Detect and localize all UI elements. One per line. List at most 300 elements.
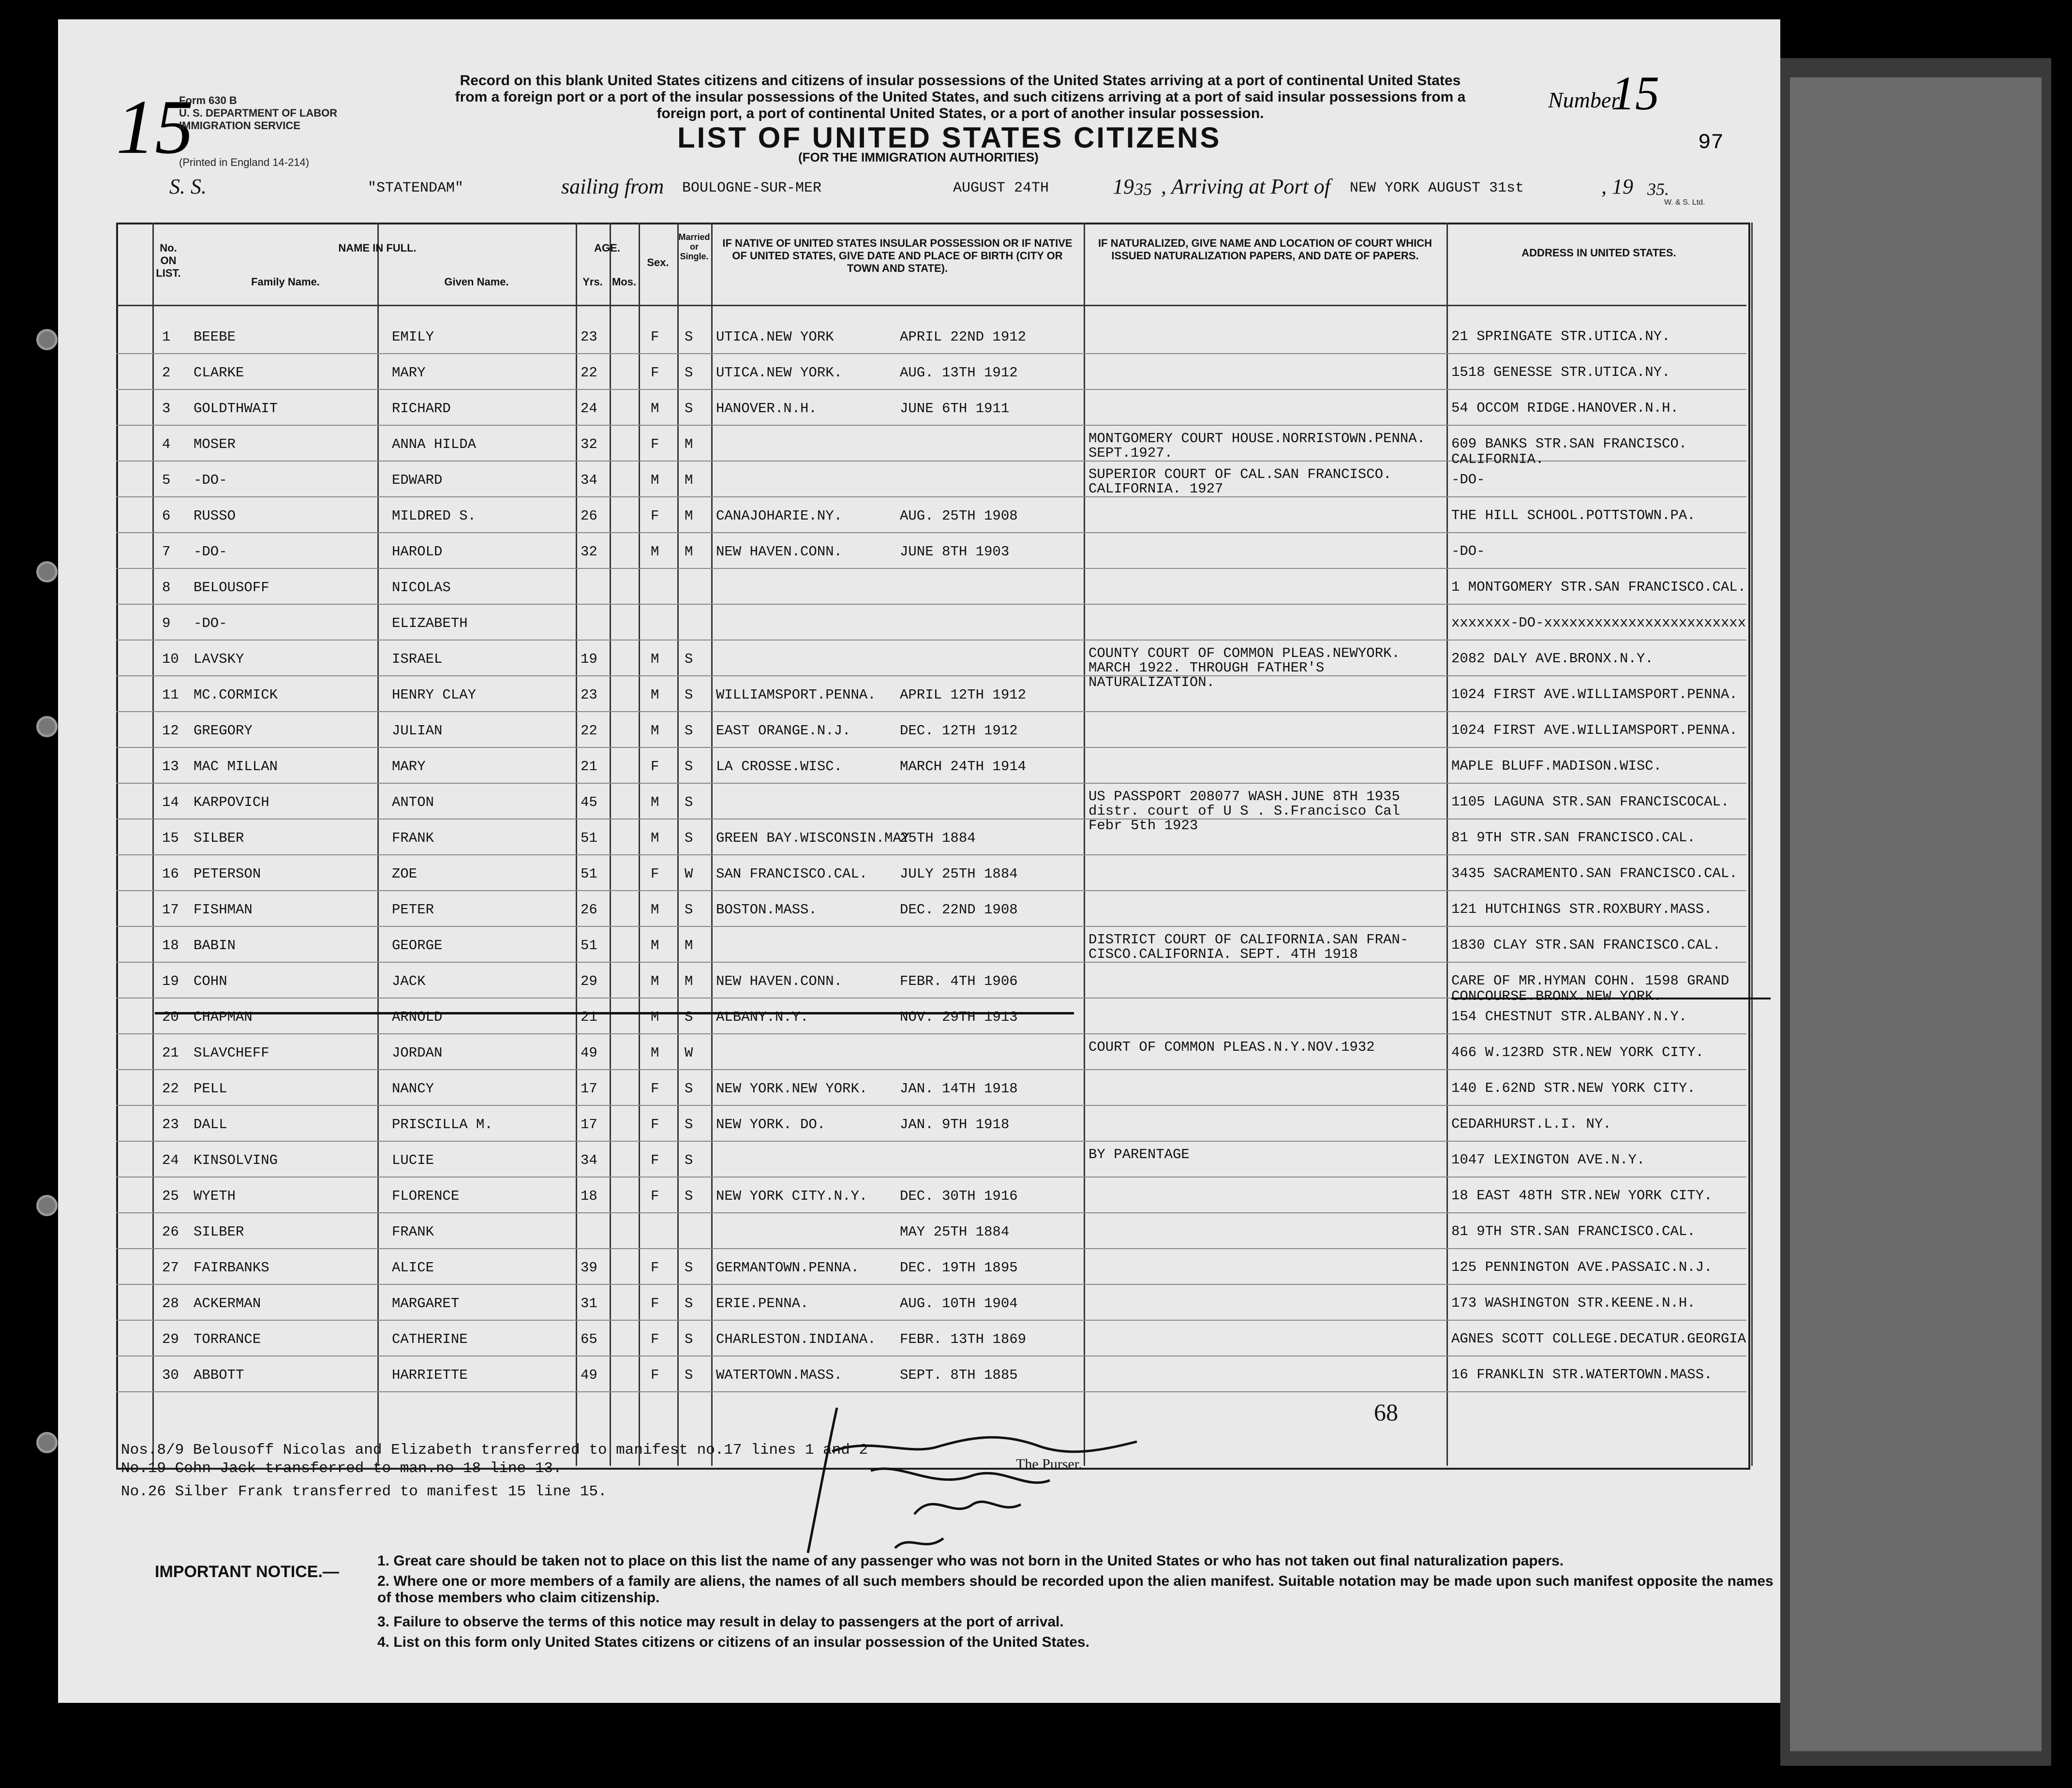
binder-hole — [36, 1432, 58, 1453]
age-years: 23 — [581, 687, 597, 703]
sex: M — [651, 794, 659, 810]
row-rule — [116, 962, 1746, 963]
birth-date: SEPT. 8TH 1885 — [900, 1367, 1018, 1383]
marital-status: S — [685, 902, 693, 918]
marital-status: S — [685, 1296, 693, 1311]
birth-date: JAN. 9TH 1918 — [900, 1117, 1010, 1132]
row-number: 24 — [162, 1152, 179, 1168]
us-address: -DO- — [1451, 543, 1485, 559]
row-number: 5 — [162, 472, 171, 488]
us-address: 16 FRANKLIN STR.WATERTOWN.MASS. — [1451, 1367, 1713, 1383]
birth-place: NEW HAVEN.CONN. — [716, 973, 843, 989]
family-name: ACKERMAN — [194, 1296, 261, 1311]
row-rule — [116, 389, 1746, 390]
row-number: 14 — [162, 794, 179, 810]
row-rule — [116, 926, 1746, 927]
age-years: 45 — [581, 794, 597, 810]
row-number: 19 — [162, 973, 179, 989]
col-head-birth: IF NATIVE OF UNITED STATES INSULAR POSSESSION OR IF NATIVE OF UNITED STATES, GIVE DATE AND PLACE OF BIRTH (CITY OR TOWN AND STATE). — [722, 237, 1073, 274]
birth-date: APRIL 12TH 1912 — [900, 687, 1027, 703]
family-name: CHAPMAN — [194, 1009, 253, 1025]
naturalization: BY PARENTAGE — [1088, 1147, 1190, 1162]
row-number: 8 — [162, 580, 171, 596]
marital-status: M — [685, 973, 693, 989]
arrival-port-date: NEW YORK AUGUST 31st — [1350, 180, 1524, 196]
birth-place: HANOVER.N.H. — [716, 401, 817, 417]
row-rule — [116, 604, 1746, 605]
row-rule — [116, 819, 1746, 820]
number-label: Number — [1548, 88, 1620, 112]
row-rule — [116, 675, 1746, 676]
sex: F — [651, 508, 659, 524]
col-head-yrs: Yrs. — [582, 276, 603, 288]
family-name: SILBER — [194, 1224, 244, 1240]
naturalization: US PASSPORT 208077 WASH.JUNE 8TH 1935 distr. court of U S . S.Francisco Cal Febr 5th 1923 — [1088, 789, 1400, 834]
us-address: 1830 CLAY STR.SAN FRANCISCO.CAL. — [1451, 937, 1721, 953]
marital-status: S — [685, 1117, 693, 1132]
given-name: ANTON — [392, 794, 434, 810]
sex: F — [651, 1331, 659, 1347]
us-address: 3435 SACRAMENTO.SAN FRANCISCO.CAL. — [1451, 865, 1738, 881]
sex: M — [651, 544, 659, 560]
col-head-no: No. ON LIST. — [156, 242, 181, 279]
us-address: 18 EAST 48TH STR.NEW YORK CITY. — [1451, 1188, 1713, 1204]
row-rule — [116, 1033, 1746, 1034]
sex: M — [651, 401, 659, 417]
family-name: WYETH — [194, 1188, 236, 1204]
sex: F — [651, 1152, 659, 1168]
row-rule — [116, 496, 1746, 497]
form-label: Form 630 B U. S. DEPARTMENT OF LABOR IMMIGRATION SERVICE (Printed in England 14-214) — [179, 94, 338, 168]
given-name: MARY — [392, 365, 426, 381]
birth-date: JUNE 8TH 1903 — [900, 544, 1010, 560]
us-address: 2082 DALY AVE.BRONX.N.Y. — [1451, 651, 1654, 667]
family-name: GOLDTHWAIT — [194, 401, 278, 417]
sex: F — [651, 365, 659, 381]
row-number: 18 — [162, 938, 179, 954]
us-address: CARE OF MR.HYMAN COHN. 1598 GRAND CONCOURSE.BRONX.NEW YORK. — [1451, 973, 1729, 1004]
family-name: TORRANCE — [194, 1331, 261, 1347]
us-address: 140 E.62ND STR.NEW YORK CITY. — [1451, 1080, 1696, 1096]
purser-signature — [798, 1393, 1234, 1577]
naturalization: DISTRICT COURT OF CALIFORNIA.SAN FRAN- CISCO.CALIFORNIA. SEPT. 4TH 1918 — [1088, 932, 1409, 962]
family-name: FISHMAN — [194, 902, 253, 918]
marital-status: S — [685, 1367, 693, 1383]
age-years: 23 — [581, 329, 597, 345]
marital-status: M — [685, 544, 693, 560]
given-name: ZOE — [392, 866, 417, 882]
tally-mark: 68 — [1374, 1399, 1398, 1426]
sex: F — [651, 436, 659, 452]
given-name: FRANK — [392, 1224, 434, 1240]
printer-mark: W. & S. Ltd. — [1664, 198, 1705, 207]
family-name: BABIN — [194, 938, 236, 954]
given-name: EDWARD — [392, 472, 443, 488]
sex: M — [651, 687, 659, 703]
age-years: 65 — [581, 1331, 597, 1347]
family-name: ABBOTT — [194, 1367, 244, 1383]
sailing-from-port: BOULOGNE-SUR-MER — [682, 180, 822, 196]
col-head-married: Married or Single. — [678, 232, 710, 261]
age-years: 17 — [581, 1081, 597, 1097]
row-rule — [116, 1248, 1746, 1249]
given-name: MARY — [392, 759, 426, 775]
us-address: 121 HUTCHINGS STR.ROXBURY.MASS. — [1451, 901, 1713, 917]
row-number: 29 — [162, 1331, 179, 1347]
given-name: HAROLD — [392, 544, 443, 560]
given-name: MILDRED S. — [392, 508, 477, 524]
age-years: 49 — [581, 1367, 597, 1383]
departure-date: AUGUST 24TH — [953, 180, 1049, 196]
naturalization: SUPERIOR COURT OF CAL.SAN FRANCISCO. CALIFORNIA. 1927 — [1088, 466, 1392, 497]
row-number: 11 — [162, 687, 179, 703]
row-rule — [116, 890, 1746, 891]
sex: M — [651, 830, 659, 846]
row-number: 20 — [162, 1009, 179, 1025]
family-name: PELL — [194, 1081, 227, 1097]
binder-hole — [36, 716, 58, 737]
family-name: CLARKE — [194, 365, 244, 381]
naturalization: COURT OF COMMON PLEAS.N.Y.NOV.1932 — [1088, 1039, 1375, 1055]
us-address: THE HILL SCHOOL.POTTSTOWN.PA. — [1451, 507, 1696, 523]
given-name: ANNA HILDA — [392, 436, 477, 452]
birth-place: WATERTOWN.MASS. — [716, 1367, 843, 1383]
column-divider — [677, 223, 679, 1466]
family-name: BEEBE — [194, 329, 236, 345]
backing-board-inner — [1790, 77, 2042, 1751]
given-name: HENRY CLAY — [392, 687, 477, 703]
marital-status: M — [685, 938, 693, 954]
row-number: 7 — [162, 544, 171, 560]
age-years: 39 — [581, 1260, 597, 1276]
age-years: 26 — [581, 508, 597, 524]
birth-date: AUG. 10TH 1904 — [900, 1296, 1018, 1311]
transfer-note: No.26 Silber Frank transferred to manifest 15 line 15. — [121, 1483, 607, 1500]
sex: F — [651, 1296, 659, 1311]
given-name: JORDAN — [392, 1045, 443, 1061]
birth-date: APRIL 22ND 1912 — [900, 329, 1027, 345]
col-head-sex: Sex. — [647, 256, 669, 268]
row-number: 26 — [162, 1224, 179, 1240]
age-years: 51 — [581, 938, 597, 954]
row-rule — [116, 1284, 1746, 1285]
family-name: DALL — [194, 1117, 227, 1132]
given-name: FRANK — [392, 830, 434, 846]
marital-status: W — [685, 1045, 693, 1061]
sex: F — [651, 1260, 659, 1276]
naturalization: COUNTY COURT OF COMMON PLEAS.NEWYORK. MARCH 1922. THROUGH FATHER'S NATURALIZATION. — [1088, 645, 1400, 690]
row-rule — [116, 1105, 1746, 1106]
row-number: 23 — [162, 1117, 179, 1132]
column-divider — [152, 223, 154, 1466]
us-address: 1024 FIRST AVE.WILLIAMSPORT.PENNA. — [1451, 722, 1738, 738]
row-rule — [116, 640, 1746, 641]
family-name: RUSSO — [194, 508, 236, 524]
given-name: LUCIE — [392, 1152, 434, 1168]
age-years: 17 — [581, 1117, 597, 1132]
sex: M — [651, 651, 659, 667]
age-years: 29 — [581, 973, 597, 989]
sex: F — [651, 1188, 659, 1204]
col-head-naturalized: IF NATURALIZED, GIVE NAME AND LOCATION OF COURT WHICH ISSUED NATURALIZATION PAPERS, AND DATE OF PAPERS. — [1098, 237, 1432, 262]
binder-hole — [36, 329, 58, 350]
sex: F — [651, 866, 659, 882]
sex: M — [651, 472, 659, 488]
sex: M — [651, 973, 659, 989]
marital-status: S — [685, 1260, 693, 1276]
binder-hole — [36, 561, 58, 582]
column-divider — [576, 223, 577, 1466]
page-title: LIST OF UNITED STATES CITIZENS — [677, 121, 1222, 154]
age-years: 22 — [581, 365, 597, 381]
sex: M — [651, 723, 659, 739]
row-number: 3 — [162, 401, 171, 417]
us-address: 154 CHESTNUT STR.ALBANY.N.Y. — [1451, 1009, 1687, 1025]
us-address: 81 9TH STR.SAN FRANCISCO.CAL. — [1451, 830, 1696, 846]
age-years: 34 — [581, 1152, 597, 1168]
birth-place: EAST ORANGE.N.J. — [716, 723, 851, 739]
given-name: NANCY — [392, 1081, 434, 1097]
family-name: BELOUSOFF — [194, 580, 269, 596]
birth-place: ALBANY.N.Y. — [716, 1009, 809, 1025]
birth-date: MAY 25TH 1884 — [900, 1224, 1010, 1240]
row-number: 25 — [162, 1188, 179, 1204]
us-address: 1518 GENESSE STR.UTICA.NY. — [1451, 364, 1670, 380]
given-name: ELIZABETH — [392, 615, 468, 631]
birth-place: WILLIAMSPORT.PENNA. — [716, 687, 876, 703]
given-name: HARRIETTE — [392, 1367, 468, 1383]
handwritten-form-number: 15 — [116, 84, 194, 170]
marital-status: S — [685, 651, 693, 667]
column-divider — [711, 223, 713, 1466]
family-name: -DO- — [194, 472, 227, 488]
marital-status: M — [685, 472, 693, 488]
birth-date: 25TH 1884 — [900, 830, 976, 846]
row-rule — [116, 532, 1746, 533]
arrival-year-prefix: , 19 — [1601, 175, 1633, 198]
age-years: 31 — [581, 1296, 597, 1311]
us-address: AGNES SCOTT COLLEGE.DECATUR.GEORGIA — [1451, 1331, 1746, 1347]
departure-year: 35 — [1134, 179, 1152, 199]
column-divider — [377, 223, 379, 1466]
sailing-from-label: sailing from — [561, 175, 664, 198]
sex: M — [651, 1045, 659, 1061]
family-name: -DO- — [194, 544, 227, 560]
family-name: -DO- — [194, 615, 227, 631]
marital-status: S — [685, 794, 693, 810]
birth-place: BOSTON.MASS. — [716, 902, 817, 918]
family-name: PETERSON — [194, 866, 261, 882]
birth-place: LA CROSSE.WISC. — [716, 759, 843, 775]
row-number: 30 — [162, 1367, 179, 1383]
row-rule — [116, 1391, 1746, 1392]
family-name: COHN — [194, 973, 227, 989]
birth-date: DEC. 22ND 1908 — [900, 902, 1018, 918]
row-number: 15 — [162, 830, 179, 846]
age-years: 49 — [581, 1045, 597, 1061]
family-name: FAIRBANKS — [194, 1260, 269, 1276]
important-notice-item: 1. Great care should be taken not to place on this list the name of any passenger who was not born in the United States or who has not taken out final naturalization papers. — [377, 1553, 1564, 1569]
naturalization: MONTGOMERY COURT HOUSE.NORRISTOWN.PENNA. SEPT.1927. — [1088, 431, 1426, 461]
col-head-name: NAME IN FULL. — [338, 242, 417, 254]
marital-status: M — [685, 508, 693, 524]
marital-status: S — [685, 401, 693, 417]
us-address: 54 OCCOM RIDGE.HANOVER.N.H. — [1451, 400, 1679, 416]
given-name: JACK — [392, 973, 426, 989]
marital-status: S — [685, 1188, 693, 1204]
marital-status: W — [685, 866, 693, 882]
sex: F — [651, 1117, 659, 1132]
row-rule — [116, 711, 1746, 712]
family-name: MOSER — [194, 436, 236, 452]
birth-place: NEW YORK.NEW YORK. — [716, 1081, 868, 1097]
arriving-label: , Arriving at Port of — [1161, 175, 1330, 198]
marital-status: S — [685, 723, 693, 739]
birth-place: NEW YORK CITY.N.Y. — [716, 1188, 868, 1204]
us-address: 1 MONTGOMERY STR.SAN FRANCISCO.CAL. — [1451, 579, 1746, 595]
family-name: GREGORY — [194, 723, 253, 739]
birth-place: UTICA.NEW YORK. — [716, 365, 843, 381]
given-name: GEORGE — [392, 938, 443, 954]
family-name: MAC MILLAN — [194, 759, 278, 775]
sex: F — [651, 1081, 659, 1097]
us-address: 21 SPRINGATE STR.UTICA.NY. — [1451, 328, 1670, 344]
given-name: NICOLAS — [392, 580, 451, 596]
given-name: EMILY — [392, 329, 434, 345]
record-instructions: Record on this blank United States citizens and citizens of insular possessions of the United States arriving at a port of continental United States from a foreign port or a port of the insular possessions of the United States, and such citizens arriving at a port of said insular possessions from a foreign port, a port of continental United States, or a port of another insular possession. — [455, 73, 1466, 121]
us-address: CEDARHURST.L.I. NY. — [1451, 1116, 1611, 1132]
given-name: PRISCILLA M. — [392, 1117, 493, 1132]
us-address: 173 WASHINGTON STR.KEENE.N.H. — [1451, 1295, 1696, 1311]
us-address: 466 W.123RD STR.NEW YORK CITY. — [1451, 1044, 1704, 1060]
family-name: SILBER — [194, 830, 244, 846]
row-number: 2 — [162, 365, 171, 381]
row-number: 4 — [162, 436, 171, 452]
given-name: PETER — [392, 902, 434, 918]
transfer-note: Nos.8/9 Belousoff Nicolas and Elizabeth transferred to manifest no.17 lines 1 and 2 — [121, 1442, 868, 1459]
row-rule — [116, 747, 1746, 748]
marital-status: S — [685, 1152, 693, 1168]
age-years: 51 — [581, 830, 597, 846]
row-rule — [116, 1141, 1746, 1142]
given-name: ARNOLD — [392, 1009, 443, 1025]
age-years: 24 — [581, 401, 597, 417]
birth-place: CHARLESTON.INDIANA. — [716, 1331, 876, 1347]
age-years: 18 — [581, 1188, 597, 1204]
binder-hole — [36, 1195, 58, 1216]
sex: M — [651, 938, 659, 954]
marital-status: S — [685, 365, 693, 381]
strikethrough-address-19 — [1451, 998, 1771, 999]
row-rule — [116, 1212, 1746, 1213]
birth-date: MARCH 24TH 1914 — [900, 759, 1027, 775]
age-years: 34 — [581, 472, 597, 488]
row-number: 6 — [162, 508, 171, 524]
birth-date: DEC. 12TH 1912 — [900, 723, 1018, 739]
birth-date: DEC. 30TH 1916 — [900, 1188, 1018, 1204]
ship-prefix: S. S. — [169, 175, 207, 198]
row-number: 17 — [162, 902, 179, 918]
col-head-address: ADDRESS IN UNITED STATES. — [1521, 247, 1676, 259]
arrival-year: 35. — [1647, 179, 1669, 199]
column-divider — [1084, 223, 1085, 1466]
row-number: 1 — [162, 329, 171, 345]
birth-date: DEC. 19TH 1895 — [900, 1260, 1018, 1276]
birth-date: JAN. 14TH 1918 — [900, 1081, 1018, 1097]
sex: F — [651, 329, 659, 345]
number-value: 15 — [1611, 66, 1659, 120]
birth-place: NEW HAVEN.CONN. — [716, 544, 843, 560]
us-address: xxxxxxx-DO-xxxxxxxxxxxxxxxxxxxxxxxx — [1451, 615, 1746, 631]
age-years: 21 — [581, 759, 597, 775]
page-subtitle: (FOR THE IMMIGRATION AUTHORITIES) — [798, 150, 1039, 164]
us-address: 81 9TH STR.SAN FRANCISCO.CAL. — [1451, 1223, 1696, 1239]
age-years: 21 — [581, 1009, 597, 1025]
marital-status: M — [685, 436, 693, 452]
given-name: FLORENCE — [392, 1188, 460, 1204]
given-name: MARGARET — [392, 1296, 460, 1311]
transfer-note: No.19 Cohn Jack transferred to man.no 18 line 13. — [121, 1460, 562, 1477]
age-years: 22 — [581, 723, 597, 739]
column-divider — [639, 223, 640, 1466]
row-number: 9 — [162, 615, 171, 631]
row-number: 21 — [162, 1045, 179, 1061]
row-number: 12 — [162, 723, 179, 739]
us-address: 609 BANKS STR.SAN FRANCISCO. CALIFORNIA. — [1451, 436, 1687, 467]
birth-place: GREEN BAY.WISCONSIN.MAY — [716, 830, 910, 846]
age-years: 19 — [581, 651, 597, 667]
row-rule — [116, 1320, 1746, 1321]
important-notice-item: 4. List on this form only United States citizens or citizens of an insular possession of the United States. — [377, 1634, 1089, 1650]
row-rule — [116, 353, 1746, 354]
marital-status: S — [685, 1009, 693, 1025]
family-name: KARPOVICH — [194, 794, 269, 810]
col-head-family: Family Name. — [251, 276, 320, 288]
marital-status: S — [685, 1331, 693, 1347]
row-number: 16 — [162, 866, 179, 882]
birth-date: FEBR. 13TH 1869 — [900, 1331, 1027, 1347]
marital-status: S — [685, 1081, 693, 1097]
birth-place: SAN FRANCISCO.CAL. — [716, 866, 868, 882]
family-name: LAVSKY — [194, 651, 244, 667]
col-head-age: AGE. — [594, 242, 620, 254]
birth-place: CANAJOHARIE.NY. — [716, 508, 843, 524]
given-name: RICHARD — [392, 401, 451, 417]
row-rule — [116, 854, 1746, 855]
given-name: CATHERINE — [392, 1331, 468, 1347]
age-years: 51 — [581, 866, 597, 882]
marital-status: S — [685, 687, 693, 703]
column-divider — [610, 223, 611, 1466]
us-address: 1105 LAGUNA STR.SAN FRANCISCOCAL. — [1451, 794, 1729, 810]
row-number: 22 — [162, 1081, 179, 1097]
us-address: 125 PENNINGTON AVE.PASSAIC.N.J. — [1451, 1259, 1713, 1275]
age-years: 26 — [581, 902, 597, 918]
birth-date: JULY 25TH 1884 — [900, 866, 1018, 882]
row-number: 27 — [162, 1260, 179, 1276]
row-number: 10 — [162, 651, 179, 667]
given-name: JULIAN — [392, 723, 443, 739]
birth-date: FEBR. 4TH 1906 — [900, 973, 1018, 989]
birth-place: ERIE.PENNA. — [716, 1296, 809, 1311]
col-head-given: Given Name. — [444, 276, 509, 288]
age-years: 32 — [581, 544, 597, 560]
birth-place: NEW YORK. DO. — [716, 1117, 826, 1132]
marital-status: S — [685, 830, 693, 846]
row-rule — [116, 425, 1746, 426]
column-divider — [1446, 223, 1448, 1466]
row-rule — [116, 1069, 1746, 1070]
